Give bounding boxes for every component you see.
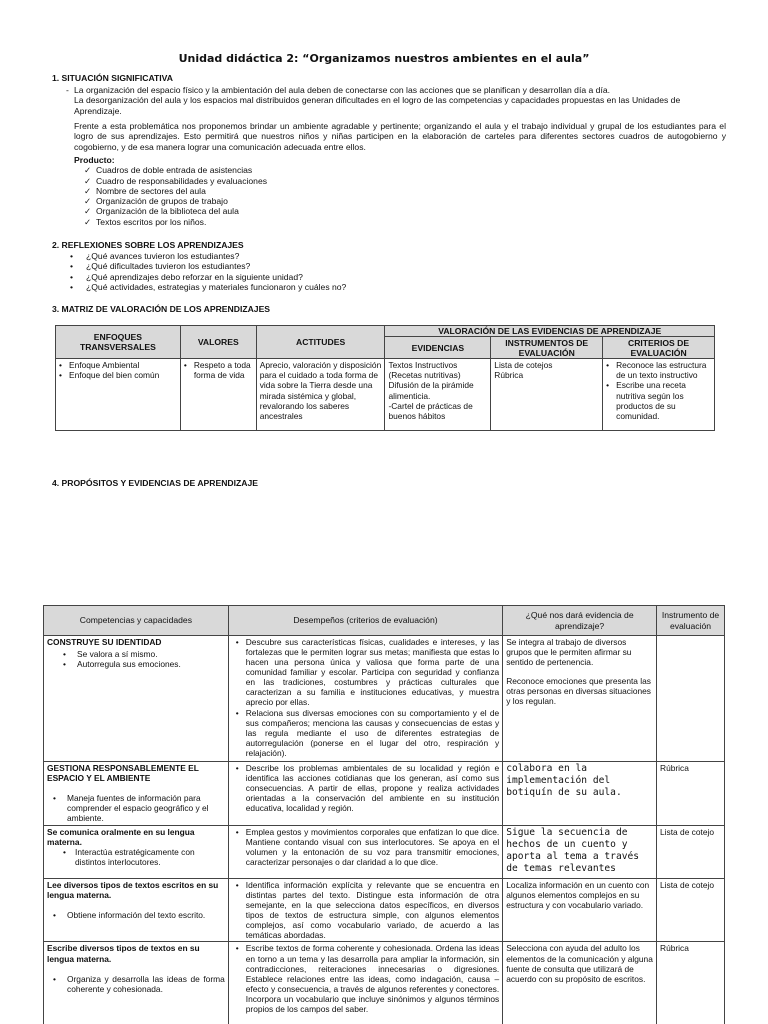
list-item: ✓ Cuadro de responsabilidades y evaluaciones <box>84 175 268 186</box>
check-icon: ✓ <box>84 216 92 227</box>
cell-criterios <box>603 359 715 431</box>
cell-evidencia: colabora en la implementación del botiquín de su aula. <box>503 762 657 826</box>
header-desempenos: Desempeños (criterios de evaluación) <box>228 606 502 636</box>
bullet-icon: • <box>70 251 74 261</box>
header-instrumento: Instrumento de evaluación <box>657 606 725 636</box>
bullet-icon: • <box>70 261 74 272</box>
cell-desempenos <box>228 879 502 942</box>
section1-body <box>66 85 726 227</box>
check-icon: ✓ <box>84 206 92 217</box>
table-row <box>44 636 725 762</box>
bullet-icon: • <box>59 360 62 371</box>
cell-competencia: Escribe diversos tipos de textos en su lengua materna. • Organiza y desarrolla las ideas de forma coherente y cohesionada. <box>44 942 229 1024</box>
bullet-icon: • <box>235 943 239 954</box>
check-icon: ✓ <box>84 175 92 186</box>
document-title: Unidad didáctica 2: “Organizamos nuestros ambientes en el aula” <box>178 52 590 65</box>
list-item: • Escribe una receta nutritiva según los productos de su comunidad. <box>606 380 686 421</box>
list-item: • Organiza y desarrolla las ideas de forma coherente y cohesionada. <box>53 973 225 994</box>
list-item: ✓ Organización de grupos de trabajo <box>84 196 228 207</box>
bullet-icon: • <box>235 707 239 718</box>
list-item: ✓ Textos escritos por los niños. <box>84 216 207 227</box>
list-item: • Enfoque Ambiental <box>59 360 140 371</box>
cell-desempenos <box>228 826 502 879</box>
list-item: • Maneja fuentes de información para comprender el espacio geográfico y el ambiente. <box>53 793 209 824</box>
bullet-icon: • <box>606 380 610 391</box>
section1-heading: 1. SITUACIÓN SIGNIFICATIVA <box>52 73 173 83</box>
table-row <box>44 879 725 942</box>
bullet-icon: • <box>63 659 66 670</box>
cell-competencia: GESTIONA RESPONSABLEMENTE EL ESPACIO Y EL AMBIENTE • Maneja fuentes de información para comprender el espacio geográfico y el ambiente. <box>44 762 229 826</box>
section2-heading: 2. REFLEXIONES SOBRE LOS APRENDIZAJES <box>52 240 244 250</box>
table-row <box>56 359 715 431</box>
cell-evidencia: Localiza información en un cuento con algunos elementos complejos en su estructura y con vocabulario variado. <box>503 879 657 942</box>
cell-desempenos <box>228 942 502 1024</box>
bullet-icon: • <box>606 360 610 371</box>
list-item: • Autorregula sus emociones. <box>63 659 181 670</box>
header-valores: VALORES <box>180 326 256 359</box>
list-item: • Describe los problemas ambientales de su localidad y región e identifica las acciones cotidianas que los generan, así como sus consecuencias. A partir de ellas, propone y realiza actividades orientadas a la conservación del ambiente en su institución educativa, localidad y región. <box>235 763 500 814</box>
list-item: • ¿Qué dificultades tuvieron los estudiantes? <box>70 261 251 272</box>
cell-desempenos <box>228 762 502 826</box>
bullet-icon: • <box>235 637 239 647</box>
table-row <box>44 826 725 879</box>
list-item: ✓ Nombre de sectores del aula <box>84 185 206 196</box>
cell-evidencia: Selecciona con ayuda del adulto los elementos de la comunicación y alguna fuente de consulta que utilizará de acuerdo con su propósito de escritos. <box>503 942 657 1024</box>
cell-evidencia: Sigue la secuencia de hechos de un cuento y aporta al tema a través de temas relevantes <box>503 826 657 879</box>
bullet-icon: • <box>59 370 62 381</box>
cell-valores <box>180 359 256 431</box>
cell-instrumento: Rúbrica <box>657 942 725 1024</box>
section1-para3: Frente a esta problemática nos proponemos brindar un ambiente agradable y pertinente; organizando el aula y el trabajo individual y grupal de los estudiantes para el logro de sus aprendizajes. Esto permitirá que nuestros niños y niñas participen en la elaboración de carteles para diferentes sectores cuadros de autogobierno y cogobierno, y de esa manera lograr una comunicación adecuada entre ellos. <box>74 120 726 152</box>
list-item: • Se valora a sí mismo. <box>63 649 158 660</box>
list-item: • Reconoce las estructura de un texto instructivo <box>606 360 707 381</box>
list-item: • Identifica información explícita y relevante que se encuentra en distintas partes del texto. Distingue esta información de otra semejante, en la que selecciona datos específicos, en diversos tipos de textos de estructura simple, con algunos elementos complejos, así como vocabulario variado, de acuerdo a las temáticas abordadas. <box>235 880 500 941</box>
cell-competencia: Se comunica oralmente en su lengua materna. • Interactúa estratégicamente con distintos interlocutores. <box>44 826 229 879</box>
bullet-icon: • <box>235 763 239 773</box>
valuation-matrix-table <box>55 325 715 431</box>
cell-instrumento: Lista de cotejo <box>657 826 725 879</box>
product-label: Producto: <box>74 154 115 165</box>
cell-instrumento: Rúbrica <box>657 762 725 826</box>
table-row <box>44 942 725 1024</box>
cell-evidencia: Se integra al trabajo de diversos grupos que le permiten afirmar su sentido de pertenencia. Reconoce emociones que presenta las otras personas en diversas situaciones y los regulan. <box>503 636 657 762</box>
header-valoracion: VALORACIÓN DE LAS EVIDENCIAS DE APRENDIZAJE <box>385 326 715 337</box>
cell-evidencias: Textos Instructivos (Recetas nutritivas) Difusión de la pirámide alimenticia. -Cartel de prácticas de buenos hábitos <box>385 359 491 431</box>
bullet-icon: • <box>63 649 66 660</box>
section1-para1: - La organización del espacio físico y la ambientación del aula deben de conectarse con las acciones que se planifican y desarrollan día a día. <box>66 85 611 95</box>
bullet-icon: • <box>235 880 239 890</box>
cell-instrumento: Lista de cotejo <box>657 879 725 942</box>
table-row <box>44 762 725 826</box>
cell-actitudes: Aprecio, valoración y disposición para el cuidado a toda forma de vida sobre la Tierra desde una mirada sistémica y global, revalorando los saberes ancestrales <box>256 359 385 431</box>
header-evidencias: EVIDENCIAS <box>385 337 491 359</box>
list-item: • ¿Qué aprendizajes debo reforzar en la siguiente unidad? <box>70 271 303 282</box>
reflection-list <box>70 251 346 292</box>
list-item: • Relaciona sus diversas emociones con su comportamiento y el de sus compañeros; menciona las causas y consecuencias de estas y las regula mediante el uso de diferentes estrategias de autorregulación (ponerse en el lugar del otro, respiración y relajación). <box>235 707 500 758</box>
header-enfoques: ENFOQUES TRANSVERSALES <box>56 326 181 359</box>
list-item: • Escribe textos de forma coherente y cohesionada. Ordena las ideas en torno a un tema y las desarrolla para ampliar la información, sin contradicciones, reiteraciones innecesarias o digresiones. Establece relaciones entre las ideas, como indagación, causa – efecto y consecuencia, a través de algunos referentes y conectores. Incorpora un vocabulario que incluye sinónimos y algunos términos propios de los campos del saber. <box>235 943 500 1014</box>
purposes-evidence-table <box>43 605 725 1024</box>
list-item: • Enfoque del bien común <box>59 370 160 381</box>
list-item: • ¿Qué actividades, estrategias y materiales funcionaron y cuáles no? <box>70 281 347 292</box>
list-item: • Interactúa estratégicamente con distintos interlocutores. <box>63 847 195 868</box>
bullet-icon: • <box>70 271 74 282</box>
cell-instrumento <box>657 636 725 762</box>
bullet-icon: • <box>53 910 56 921</box>
header-instrumentos: INSTRUMENTOS DE EVALUACIÓN <box>491 337 603 359</box>
list-item: ✓ Cuadros de doble entrada de asistencias <box>84 165 253 176</box>
bullet-icon: • <box>53 793 56 804</box>
bullet-icon: • <box>183 360 187 371</box>
header-competencias: Competencias y capacidades <box>44 606 229 636</box>
header-criterios: CRITERIOS DE EVALUACIÓN <box>603 337 715 359</box>
bullet-icon: • <box>63 847 66 858</box>
bullet-icon: • <box>70 281 74 292</box>
section4-heading: 4. PROPÓSITOS Y EVIDENCIAS DE APRENDIZAJE <box>52 478 258 488</box>
header-evidencia: ¿Qué nos dará evidencia de aprendizaje? <box>503 606 657 636</box>
list-item: • Obtiene información del texto escrito. <box>53 910 206 921</box>
list-item: • Descubre sus características físicas, cualidades e intereses, y las fortalezas que le permiten lograr sus metas; manifiesta que estas lo hacen una persona única y valiosa que forma parte de una comunidad familiar y escolar. Participa con seguridad y confianza en las tradiciones, costumbres y prácticas culturales que caracterizan a su familia e instituciones educativas, y muestra aprecio por ellas. <box>235 637 500 708</box>
check-icon: ✓ <box>84 196 92 207</box>
bullet-icon: • <box>53 973 56 984</box>
section3-heading: 3. MATRIZ DE VALORACIÓN DE LOS APRENDIZAJES <box>52 304 271 314</box>
cell-competencia: Lee diversos tipos de textos escritos en su lengua materna. • Obtiene información del texto escrito. <box>44 879 229 942</box>
cell-competencia: CONSTRUYE SU IDENTIDAD • Se valora a sí mismo. • Autorregula sus emociones. <box>44 636 229 762</box>
header-actitudes: ACTITUDES <box>256 326 385 359</box>
section1-para2: La desorganización del aula y los espacios mal distribuidos generan dificultades en el logro de las competencias y capacidades propuestas en las Unidades de Aprendizaje. <box>74 95 681 116</box>
cell-desempenos <box>228 636 502 762</box>
list-item: • ¿Qué avances tuvieron los estudiantes? <box>70 251 240 261</box>
product-list <box>66 165 726 227</box>
cell-instrumentos: Lista de cotejos Rúbrica <box>491 359 603 431</box>
cell-enfoques <box>56 359 181 431</box>
list-item: • Respeto a toda forma de vida <box>183 360 251 381</box>
list-item: ✓ Organización de la biblioteca del aula <box>84 206 239 217</box>
check-icon: ✓ <box>84 165 92 176</box>
check-icon: ✓ <box>84 185 92 196</box>
list-item: • Emplea gestos y movimientos corporales que enfatizan lo que dice. Mantiene contando visual con sus interlocutores. Se apoya en el volumen y la entonación de su voz para transmitir emociones, caracterizar personajes o dar claridad a lo que dice. <box>235 827 500 868</box>
bullet-icon: • <box>235 827 239 837</box>
